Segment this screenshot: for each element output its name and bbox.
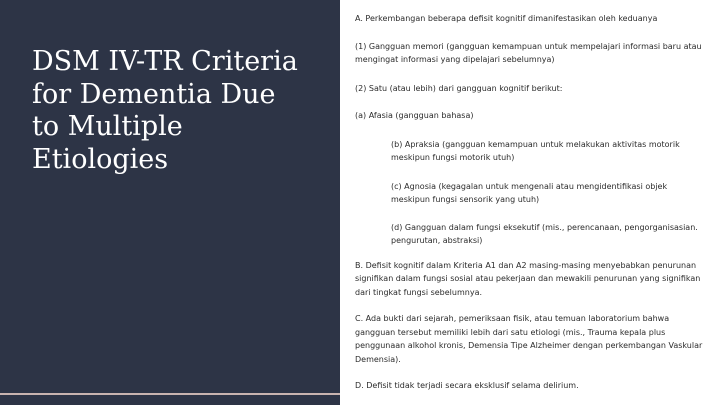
- criterion-a2c: (c) Agnosia (kegagalan untuk mengenali atau mengidentifikasi objek meskipun fungsi sensorik yang utuh): [391, 181, 668, 204]
- criterion-c: C. Ada bukti dari sejarah, pemeriksaan fisik, atau temuan laboratorium bahwa gangguan tersebut memiliki lebih dari satu etiologi (mis., Trauma kepala plus penggunaan alkohol kronis, Demensia Tipe Alzheimer dengan perkembangan Vaskular Demensia).: [355, 314, 703, 364]
- criterion-a2d: (d) Gangguan dalam fungsi eksekutif (mis., perencanaan, pengorganisasian. pengurutan, abstraksi): [391, 222, 698, 245]
- criterion-a2a: (a) Afasia (gangguan bahasa): [355, 111, 474, 120]
- criterion-a2b: (b) Apraksia (gangguan kemampuan untuk melakukan aktivitas motorik meskipun fungsi motorik utuh): [391, 139, 680, 162]
- title-panel: [0, 0, 340, 405]
- slide-title: DSM IV-TR Criteria for Dementia Due to Multiple Etiologies: [32, 46, 298, 175]
- criteria-content: [355, 12, 705, 393]
- criterion-a-heading: A. Perkembangan beberapa defisit kognitif dimanifestasikan oleh keduanya: [355, 14, 658, 23]
- divider-line: [0, 393, 340, 395]
- criterion-a2: (2) Satu (atau lebih) dari gangguan kognitif berikut:: [355, 83, 563, 93]
- criterion-d: D. Defisit tidak terjadi secara eksklusif selama delirium.: [355, 381, 579, 390]
- criterion-b: B. Defisit kognitif dalam Kriteria A1 dan A2 masing-masing menyebabkan penurunan signifikan dalam fungsi sosial atau pekerjaan dan mewakili penurunan yang signifikan dari tingkat fungsi sebelumnya.: [355, 260, 701, 297]
- criterion-a1: (1) Gangguan memori (gangguan kemampuan untuk mempelajari informasi baru atau mengingat informasi yang dipelajari sebelumnya): [355, 41, 702, 64]
